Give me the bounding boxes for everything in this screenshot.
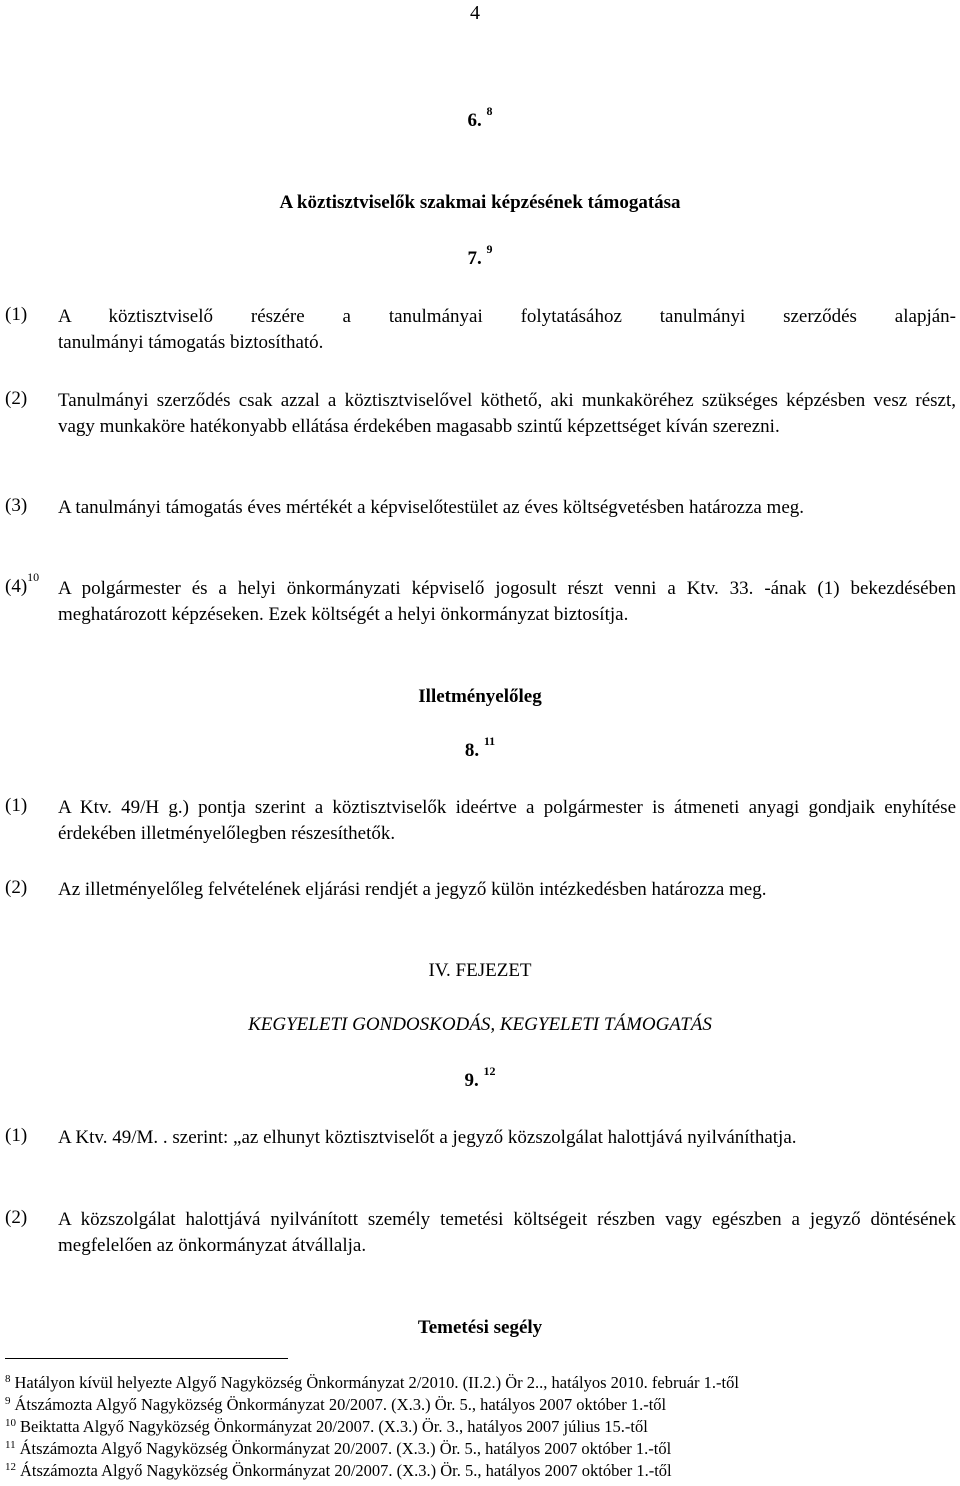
para-label: (3) — [5, 495, 28, 516]
paragraph-text: Az illetményelőleg felvételének eljárási rendjét a jegyző külön intézkedésben határozza meg. — [58, 879, 767, 900]
para-label: (2) — [5, 1207, 28, 1228]
paragraph-line: A köztisztviselő részére a tanulmányai folytatásához tanulmányi szerződés alapján- — [58, 306, 956, 327]
section-9-number: 9. $^{12}$ — [464, 1064, 496, 1091]
paragraph-text: A tanulmányi támogatás éves mértékét a képviselőtestület az éves költségvetésben határozza meg. — [58, 497, 805, 518]
subheading: Illetményelőleg — [418, 686, 542, 707]
footnote-ref-11: 11 — [483, 734, 496, 748]
footnote: $^{11}$ Átszámozta Algyő Nagyközség Önkormányzat 20/2007. (X.3.) Ör. 5., hatályos 2007 október 1.-től — [5, 1439, 672, 1458]
section-7-number: 7. $^9$ — [467, 242, 493, 269]
footnote-ref-9: 9 — [486, 242, 493, 256]
para-label: (1) — [5, 304, 28, 325]
paragraph-text: A közszolgálat halottjává nyilvánított személy temetési költségeit részben vagy egészben a jegyző döntésének megfelelően az önkormányzat átvállalja. — [58, 1209, 956, 1256]
paragraph-line: tanulmányi támogatás biztosítható. — [58, 332, 324, 353]
paragraph-text: Tanulmányi szerződés csak azzal a köztisztviselővel köthető, aki munkaköréhez szükséges képzésben vesz részt, vagy munkaköre hatékonyabb ellátása érdekében magasabb szintű képzettséget kíván szerezni. — [58, 390, 956, 437]
footnote-ref-12: 12 — [483, 1064, 496, 1078]
chapter-number: IV. FEJEZET — [428, 960, 532, 981]
para-label: (1) — [5, 1125, 28, 1146]
footnote: $^9$ Átszámozta Algyő Nagyközség Önkormányzat 20/2007. (X.3.) Ör. 5., hatályos 2007 október 1.-től — [5, 1395, 667, 1414]
page-number: 4 — [470, 2, 480, 24]
footnote: $^{10}$ Beiktatta Algyő Nagyközség Önkormányzat 20/2007. (X.3.) Ör. 3., hatályos 2007 július 15.-től — [5, 1417, 648, 1436]
paragraph-text: A polgármester és a helyi önkormányzati képviselő jogosult részt venni a Ktv. 33. -ának (1) bekezdésében meghatározott képzéseken. Ezek költségét a helyi önkormányzat biztosítja. — [58, 578, 956, 625]
para-label: (2) — [5, 388, 28, 409]
footnote-ref-10: 10 — [27, 570, 40, 584]
paragraph-text: A Ktv. 49/M. . szerint: „az elhunyt köztisztviselőt a jegyző közszolgálat halottjává nyilváníthatja. — [58, 1127, 797, 1148]
para-label: (1) — [5, 795, 28, 816]
footnote: $^{12}$ Átszámozta Algyő Nagyközség Önkormányzat 20/2007. (X.3.) Ör. 5., hatályos 2007 október 1.-től — [5, 1461, 672, 1480]
para-label: $(4)^{10}$ — [5, 570, 40, 597]
section-8-number: 8. $^{11}$ — [464, 734, 496, 761]
paragraph-text: A Ktv. 49/H g.) pontja szerint a köztisztviselők ideértve a polgármester is átmeneti anyagi gondjaik enyhítése érdekében illetményelőlegben részesíthetők. — [58, 797, 956, 844]
para-label: (2) — [5, 877, 28, 898]
footnote: $^8$ Hatályon kívül helyezte Algyő Nagyközség Önkormányzat 2/2010. (II.2.) Ör 2.., hatályos 2010. február 1.-től — [5, 1373, 739, 1392]
footnote-separator — [5, 1358, 288, 1359]
section-heading: A köztisztviselők szakmai képzésének támogatása — [279, 192, 681, 213]
subheading: Temetési segély — [417, 1317, 543, 1338]
footnote-ref-8: 8 — [486, 104, 493, 118]
chapter-title: KEGYELETI GONDOSKODÁS, KEGYELETI TÁMOGATÁS — [248, 1014, 712, 1035]
section-6-number: 6. $^8$ — [467, 104, 493, 131]
